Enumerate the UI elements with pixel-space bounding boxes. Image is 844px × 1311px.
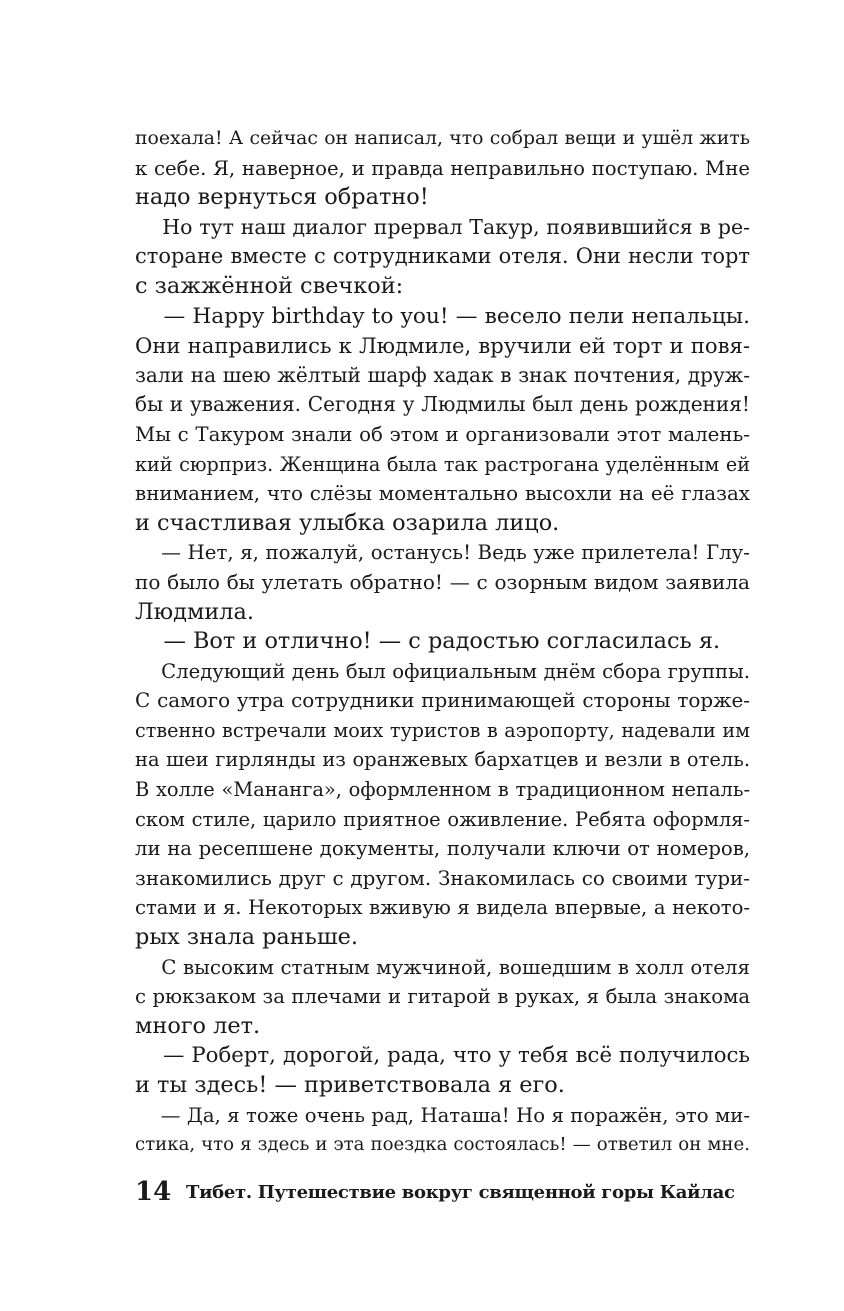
text-line: и ты здесь! — приветствовала я его. bbox=[135, 1072, 565, 1098]
text-line: вниманием, что слёзы моментально высохли на её глазах bbox=[135, 482, 750, 506]
text-line: Они направились к Людмиле, вручили ей торт и повя- bbox=[135, 333, 750, 359]
text-line: надо вернуться обратно! bbox=[135, 184, 429, 211]
text-line: бы и уважения. Сегодня у Людмилы был день рождения! bbox=[135, 392, 750, 417]
text-line: Следующий день был официальным днём сбора группы. bbox=[135, 659, 750, 683]
text-line: к себе. Я, наверное, и правда неправильно поступаю. Мне bbox=[135, 156, 750, 180]
text-line: С самого утра сотрудники принимающей стороны торже- bbox=[135, 688, 750, 713]
page-number: 14 bbox=[135, 1177, 172, 1207]
text-line: кий сюрприз. Женщина была так растрогана уделённым ей bbox=[135, 452, 750, 476]
body-text bbox=[135, 124, 750, 1160]
running-title: Тибет. Путешествие вокруг священной горы Кайлас bbox=[186, 1182, 735, 1203]
text-line: С высоким статным мужчиной, вошедшим в холл отеля bbox=[135, 955, 750, 979]
text-line: ском стиле, царило приятное оживление. Ребята оформля- bbox=[135, 807, 750, 831]
text-line: рых знала раньше. bbox=[135, 924, 359, 951]
text-line: стами и я. Некоторых вживую я видела впервые, а некото- bbox=[135, 896, 750, 920]
text-line: — Вот и отлично! — с радостью согласилась я. bbox=[135, 628, 721, 655]
text-line: — Happy birthday to you! — весело пели непальцы. bbox=[135, 303, 750, 329]
text-line: Людмила. bbox=[135, 598, 254, 625]
text-line: — Нет, я, пожалуй, останусь! Ведь уже прилетела! Глу- bbox=[135, 541, 750, 565]
text-line: на шеи гирлянды из оранжевых бархатцев и везли в отель. bbox=[135, 748, 750, 772]
text-line: много лет. bbox=[135, 1012, 261, 1039]
text-line: сторане вместе с сотрудниками отеля. Они несли торт bbox=[135, 244, 750, 269]
text-line: ли на ресепшене документы, получали ключи от номеров, bbox=[135, 837, 750, 861]
text-line: знакомились друг с другом. Знакомилась со своими тури- bbox=[135, 866, 750, 890]
text-line: стика, что я здесь и эта поездка состоялась! — ответил он мне. bbox=[135, 1134, 750, 1156]
text-line: и счастливая улыбка озарила лицо. bbox=[135, 509, 560, 536]
text-line: зали на шею жёлтый шарф хадак в знак почтения, друж- bbox=[135, 362, 750, 387]
text-line: — Да, я тоже очень рад, Наташа! Но я поражён, это ми- bbox=[135, 1103, 750, 1127]
text-line: В холле «Мананга», оформленном в традиционном непаль- bbox=[135, 778, 750, 802]
text-line: — Роберт, дорогой, рада, что у тебя всё получилось bbox=[135, 1043, 750, 1069]
text-line: Но тут наш диалог прервал Такур, появившийся в ре- bbox=[135, 214, 750, 239]
text-line: с зажжённой свечкой: bbox=[135, 272, 404, 299]
text-line: Мы с Такуром знали об этом и организовали этот малень- bbox=[135, 422, 750, 446]
page-footer bbox=[135, 1175, 750, 1209]
text-line: поехала! А сейчас он написал, что собрал вещи и ушёл жить bbox=[135, 128, 750, 149]
text-line: по было бы улетать обратно! — с озорным видом заявила bbox=[135, 569, 750, 594]
text-line: с рюкзаком за плечами и гитарой в руках, я была знакома bbox=[135, 985, 750, 1009]
text-line: ственно встречали моих туристов в аэропорту, надевали им bbox=[135, 718, 750, 742]
